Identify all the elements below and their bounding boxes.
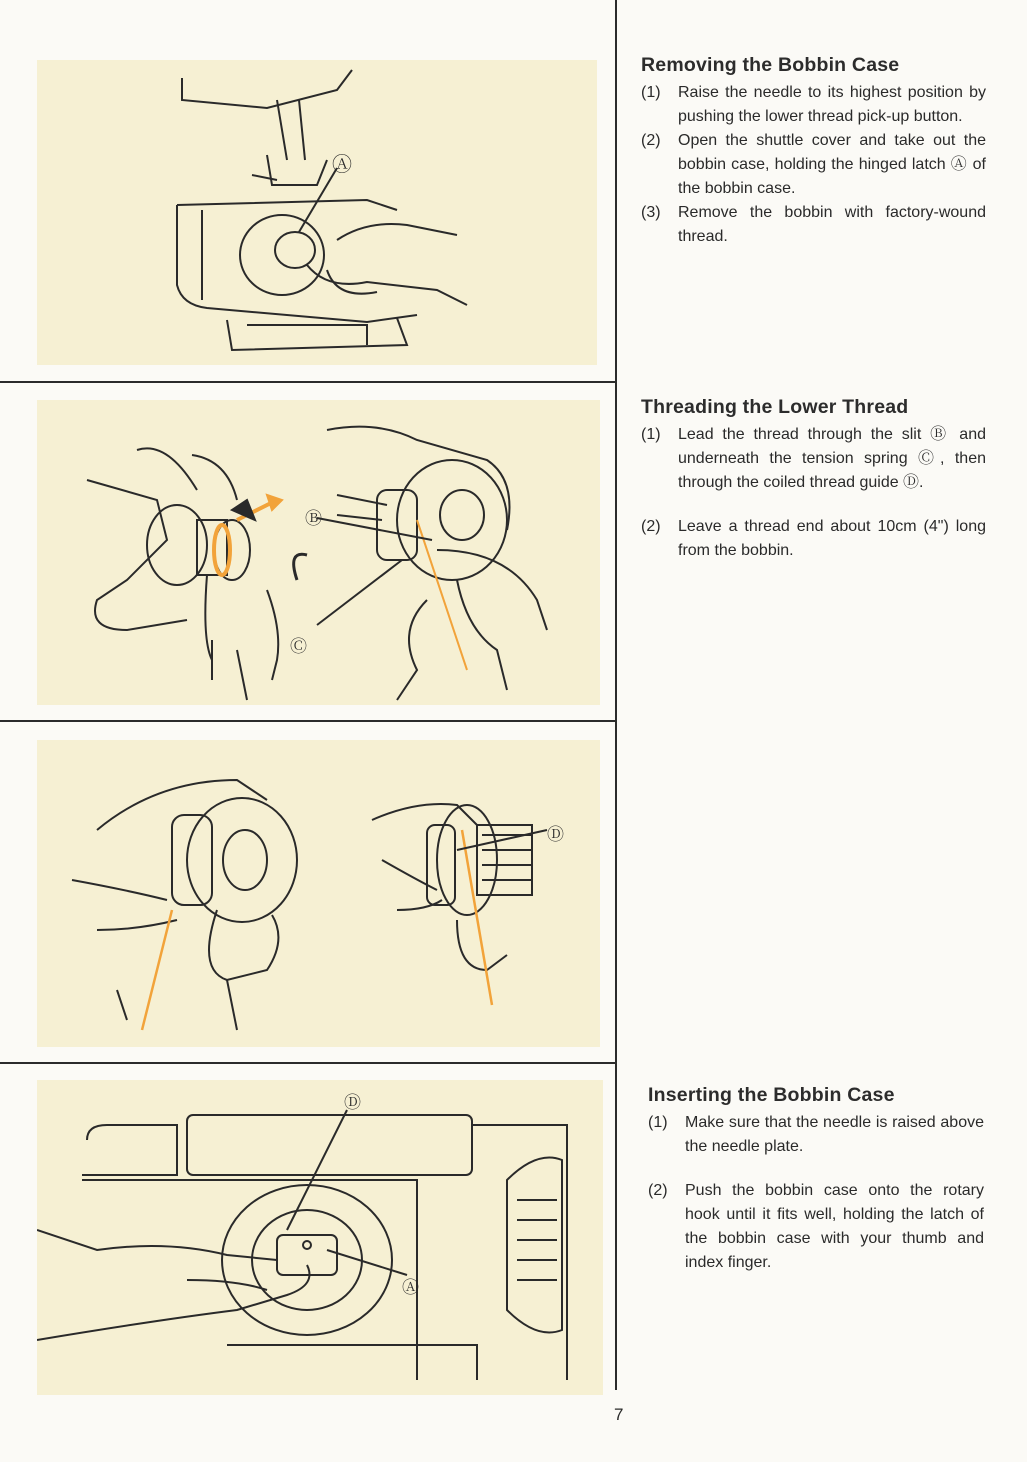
- step-text: Leave a thread end about 10cm (4") long from the bobbin.: [678, 518, 986, 559]
- step-item: [641, 423, 986, 495]
- section-threading-lower-thread: [641, 396, 986, 563]
- section-title: Inserting the Bobbin Case: [648, 1084, 895, 1106]
- label-b: Ⓑ: [305, 509, 322, 528]
- row-divider-1: [0, 381, 616, 383]
- step-number: (1): [641, 426, 661, 443]
- step-number: (2): [641, 132, 661, 149]
- step-item: [648, 1111, 984, 1159]
- row-divider-3: [0, 1062, 616, 1064]
- step-text: Open the shuttle cover and take out the bobbin case, holding the hinged latch Ⓐ of the bobbin case.: [678, 132, 986, 197]
- step-text: Remove the bobbin with factory-wound thread.: [678, 204, 986, 245]
- step-text: Raise the needle to its highest position by pushing the lower thread pick-up button.: [678, 84, 986, 125]
- step-number: (1): [648, 1114, 668, 1131]
- column-divider: [615, 0, 617, 1390]
- label-a-insert: Ⓐ: [402, 1278, 419, 1297]
- section-title: Removing the Bobbin Case: [641, 54, 900, 76]
- step-item: [641, 515, 986, 563]
- section-removing-bobbin-case: [641, 54, 986, 249]
- figure-threading-lower-thread: [37, 400, 600, 705]
- step-number: (2): [648, 1182, 668, 1199]
- step-number: (1): [641, 84, 661, 101]
- page-number: 7: [614, 1405, 624, 1424]
- row-divider-2: [0, 720, 616, 722]
- label-d: Ⓓ: [547, 825, 564, 844]
- figure-inserting-bobbin-case: [37, 1080, 603, 1395]
- figure-removing-bobbin-case: [37, 60, 597, 365]
- label-d-insert: Ⓓ: [344, 1093, 361, 1112]
- step-number: (3): [641, 204, 661, 221]
- section-title: Threading the Lower Thread: [641, 396, 909, 418]
- label-c: Ⓒ: [290, 637, 307, 656]
- step-item: [641, 201, 986, 249]
- step-item: [648, 1179, 984, 1275]
- step-item: [641, 129, 986, 201]
- step-item: [641, 81, 986, 129]
- figure-bobbin-case-closeup: [37, 740, 600, 1047]
- step-text: Make sure that the needle is raised above the needle plate.: [685, 1114, 984, 1155]
- step-text: Push the bobbin case onto the rotary hook until it fits well, holding the latch of the bobbin case with your thumb and index finger.: [685, 1182, 984, 1271]
- label-a: Ⓐ: [332, 154, 352, 176]
- step-number: (2): [641, 518, 661, 535]
- section-inserting-bobbin-case: [648, 1084, 984, 1275]
- step-text: Lead the thread through the slit Ⓑ and underneath the tension spring Ⓒ, then through the coiled thread guide Ⓓ.: [678, 426, 986, 491]
